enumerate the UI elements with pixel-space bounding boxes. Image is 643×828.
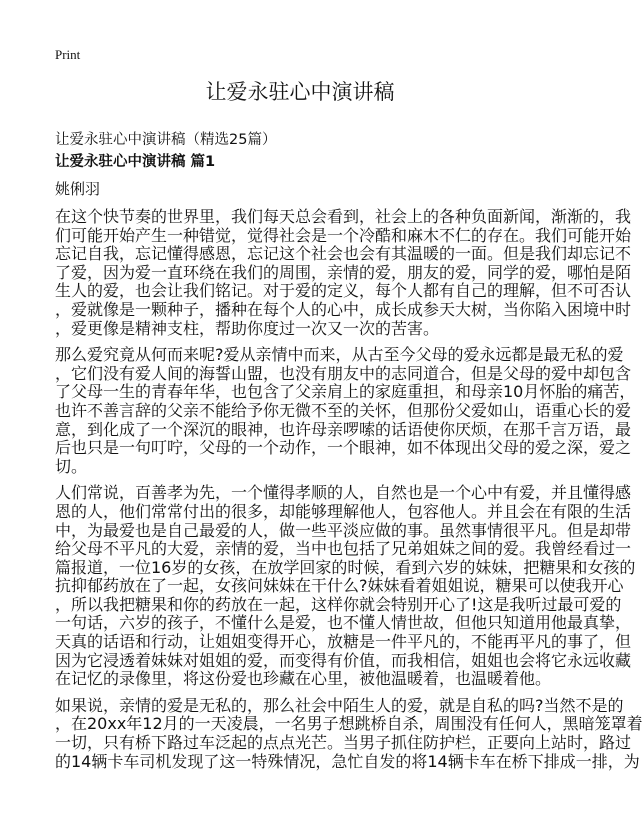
paragraph-line: 了爱，因为爱一直环绕在我们的周围，亲情的爱，朋友的爱，同学的爱，哪怕是陌 [55, 262, 632, 282]
paragraph [55, 695, 643, 771]
paragraph-line: 恩的人，他们常常付出的很多，却能够理解他人，包容他人。并且会在有限的生活 [55, 501, 632, 521]
document-subtitle: 让爱永驻心中演讲稿（精选25篇） [55, 132, 277, 148]
paragraph-line: 了父母一生的青春年华，也包含了父亲肩上的家庭重担，和母亲10月怀胎的痛苦， [55, 382, 636, 402]
paragraph-line: 抗抑郁药放在了一起，女孩问妹妹在干什么?妹妹看着姐姐说，糖果可以使我开心 [55, 576, 624, 596]
paragraph-line: 在记忆的录像里，将这份爱也珍藏在心里，被他温暖着，也温暖着他。 [55, 669, 552, 689]
paragraph-line: 篇报道，一位16岁的女孩，在放学回家的时候，看到六岁的妹妹，把糖果和女孩的 [55, 557, 636, 577]
paragraph-line: 如果说，亲情的爱是无私的，那么社会中陌生人的爱，就是自私的吗?当然不是的 [55, 695, 624, 715]
paragraph [55, 207, 632, 338]
paragraph-line: ，它们没有爱人间的海誓山盟，也没有朋友中的志同道合，但是父母的爱中却包含 [55, 363, 632, 383]
print-label: Print [55, 47, 81, 62]
paragraph-line: 后也只是一句叮咛，父母的一个动作，一个眼神，如不体现出父母的爱之深，爱之 [55, 438, 632, 458]
paragraph-line: 切。 [55, 456, 88, 476]
section-heading: 让爱永驻心中演讲稿 篇1 [55, 154, 216, 170]
paragraph-line: ，所以我把糖果和你的药放在一起，这样你就会特别开心了!这是我听过最可爱的 [55, 594, 622, 614]
paragraph-line: 生人的爱，也会让我们铭记。对于爱的定义，每个人都有自己的理解，但不可否认 [55, 281, 632, 301]
paragraph-line: 在这个快节奏的世界里，我们每天总会看到，社会上的各种负面新闻，渐渐的，我 [55, 207, 632, 226]
paragraph-line: 一切，只有桥下路过车泛起的点点光芒。当男子抓住防护栏，正要向上站时，路过 [55, 733, 632, 753]
paragraph-line: 中，为最爱也是自己最爱的人，做一些平淡应做的事。虽然事情很平凡。但是却带 [55, 520, 632, 540]
paragraph-line: 天真的话语和行动，让姐姐变得开心，放糖是一件平凡的，不能再平凡的事了，但 [55, 632, 632, 652]
paragraph-line: ，在20xx年12月的一天凌晨，一名男子想跳桥自杀，周围没有任何人，黑暗笼罩着 [55, 714, 643, 734]
document-body [55, 207, 643, 779]
paragraph-line: 忘记自我，忘记懂得感恩，忘记这个社会也会有其温暖的一面。但是我们却忘记不 [55, 244, 632, 264]
paragraph [55, 483, 636, 689]
paragraph-line: 也许不善言辞的父亲不能给予你无微不至的关怀，但那份父爱如山，语重心长的爱 [55, 400, 632, 420]
paragraph-line: 们可能开始产生一种错觉，觉得社会是一个冷酷和麻木不仁的存在。我们可能开始 [55, 225, 632, 245]
author-name: 姚俐羽 [55, 180, 101, 198]
paragraph-line: 给父母不平凡的大爱，亲情的爱，当中也包括了兄弟姐妹之间的爱。我曾经看过一 [55, 539, 632, 559]
paragraph-line: 一句话，六岁的孩子，不懂什么是爱，也不懂人情世故，但他只知道用他最真挚， [55, 613, 632, 633]
document-title: 让爱永驻心中演讲稿 [205, 80, 395, 104]
paragraph-line: 那么爱究竟从何而来呢?爱从亲情中而来，从古至今父母的爱永远都是最无私的爱 [55, 345, 624, 365]
paragraph-line: ，爱更像是精神支柱，帮助你度过一次又一次的苦害。 [55, 318, 440, 338]
paragraph-line: 的14辆卡车司机发现了这一特殊情况，急忙自发的将14辆卡车在桥下排成一排，为 [55, 751, 640, 771]
paragraph-line: ，爱就像是一颗种子，播种在每个人的心中，成长成参天大树，当你陷入困境中时 [55, 299, 632, 319]
paragraph-line: 人们常说，百善孝为先，一个懂得孝顺的人，自然也是一个心中有爱，并且懂得感 [55, 483, 632, 503]
paragraph-line: 因为它浸透着妹妹对姐姐的爱，而变得有价值，而我相信，姐姐也会将它永远收藏 [55, 650, 632, 670]
paragraph [55, 345, 636, 476]
paragraph-line: 意，到化成了一个深沉的眼神，也许母亲啰嗦的话语使你厌烦，在那千言万语，最 [55, 419, 632, 439]
